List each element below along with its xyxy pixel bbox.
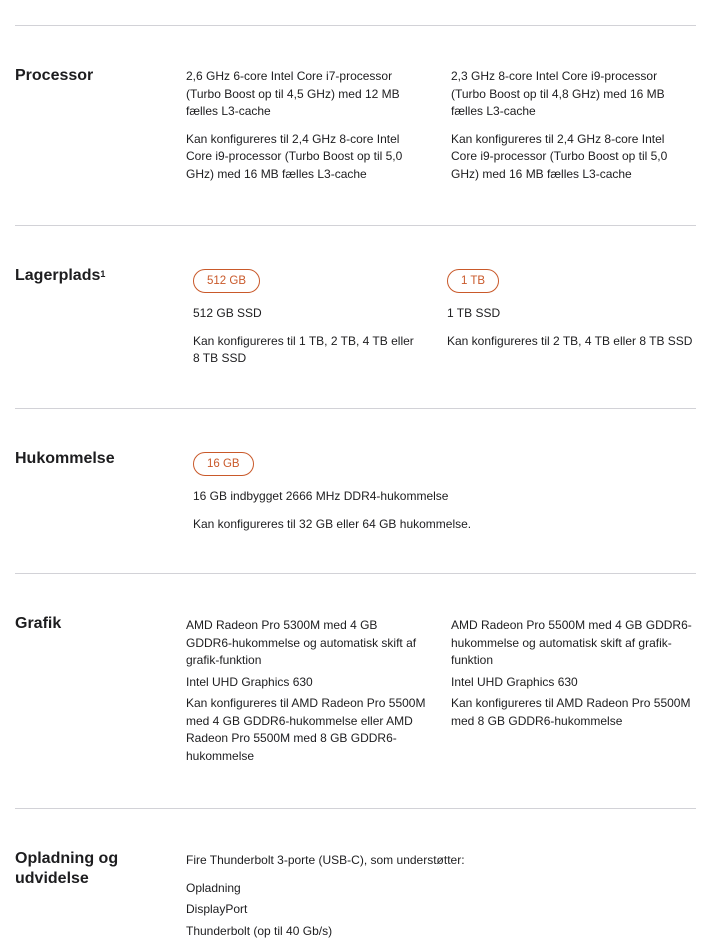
storage-col-1-desc: 512 GB SSD: [193, 306, 262, 320]
storage-title: [15, 266, 165, 286]
storage-col-2-desc: 1 TB SSD: [447, 306, 501, 320]
graphics-col-2-integrated: Intel UHD Graphics 630: [451, 674, 578, 689]
storage-title-text: Lagerplads: [15, 267, 101, 284]
divider-storage: [15, 408, 696, 409]
graphics-title: Grafik: [15, 615, 62, 632]
storage-option-1tb-button[interactable]: 1 TB: [447, 269, 499, 293]
processor-col-2: [451, 68, 683, 193]
memory-desc: 16 GB indbygget 2666 MHz DDR4-hukommelse: [193, 489, 449, 503]
storage-option-512gb-button[interactable]: 512 GB: [193, 269, 260, 293]
processor-title: Processor: [15, 67, 94, 84]
processor-col-2-desc: 2,3 GHz 8-core Intel Core i9-processor (Turbo Boost op til 4,8 GHz) med 16 MB fælles L3-cache: [451, 69, 665, 118]
memory-option-16gb-button[interactable]: 16 GB: [193, 452, 254, 476]
charging-title: Opladning og udvidelse: [15, 850, 119, 887]
storage-col-2-config: Kan konfigureres til 2 TB, 4 TB eller 8 TB SSD: [447, 333, 693, 348]
graphics-col-1-desc: AMD Radeon Pro 5300M med 4 GB GDDR6-hukommelse og automatisk skift af grafik-funktion: [186, 618, 417, 667]
processor-col-1: [186, 68, 418, 193]
divider-memory: [15, 573, 696, 574]
processor-col-1-desc: 2,6 GHz 6-core Intel Core i7-processor (Turbo Boost op til 4,5 GHz) med 12 MB fælles L3-cache: [186, 69, 400, 118]
storage-footnote[interactable]: 1: [100, 269, 106, 279]
top-divider: [15, 25, 696, 26]
graphics-col-2-config: Kan konfigureres til AMD Radeon Pro 5500M med 8 GB GDDR6-hukommelse: [451, 696, 691, 728]
storage-col-1: [193, 269, 423, 378]
memory-title: Hukommelse: [15, 450, 115, 467]
charging-col: [186, 852, 666, 944]
processor-col-2-config: Kan konfigureres til 2,4 GHz 8-core Intel Core i9-processor (Turbo Boost op til 5,0 GHz) med 16 MB fælles L3-cache: [451, 131, 668, 181]
memory-config: Kan konfigureres til 32 GB eller 64 GB hukommelse.: [193, 516, 472, 531]
divider-graphics: [15, 808, 696, 809]
graphics-col-1-integrated: Intel UHD Graphics 630: [186, 674, 313, 689]
charging-item-displayport: DisplayPort: [186, 902, 248, 916]
graphics-col-2-desc: AMD Radeon Pro 5500M med 4 GB GDDR6-hukommelse og automatisk skift af grafik-funktion: [451, 618, 692, 667]
storage-col-2: [447, 269, 697, 360]
divider-processor: [15, 225, 696, 226]
storage-col-1-config: Kan konfigureres til 1 TB, 2 TB, 4 TB eller 8 TB SSD: [193, 333, 414, 365]
graphics-col-1: [186, 617, 426, 775]
charging-item-charging: Opladning: [186, 880, 241, 895]
memory-col: [193, 452, 673, 543]
graphics-col-1-config: Kan konfigureres til AMD Radeon Pro 5500M med 4 GB GDDR6-hukommelse eller AMD Radeon Pro 5500M med 8 GB GDDR6-hukommelse: [186, 696, 426, 763]
charging-intro: Fire Thunderbolt 3-porte (USB-C), som understøtter:: [186, 853, 465, 867]
processor-col-1-config: Kan konfigureres til 2,4 GHz 8-core Intel Core i9-processor (Turbo Boost op til 5,0 GHz) med 16 MB fælles L3-cache: [186, 131, 403, 181]
charging-item-thunderbolt: Thunderbolt (op til 40 Gb/s): [186, 923, 333, 938]
graphics-col-2: [451, 617, 693, 740]
